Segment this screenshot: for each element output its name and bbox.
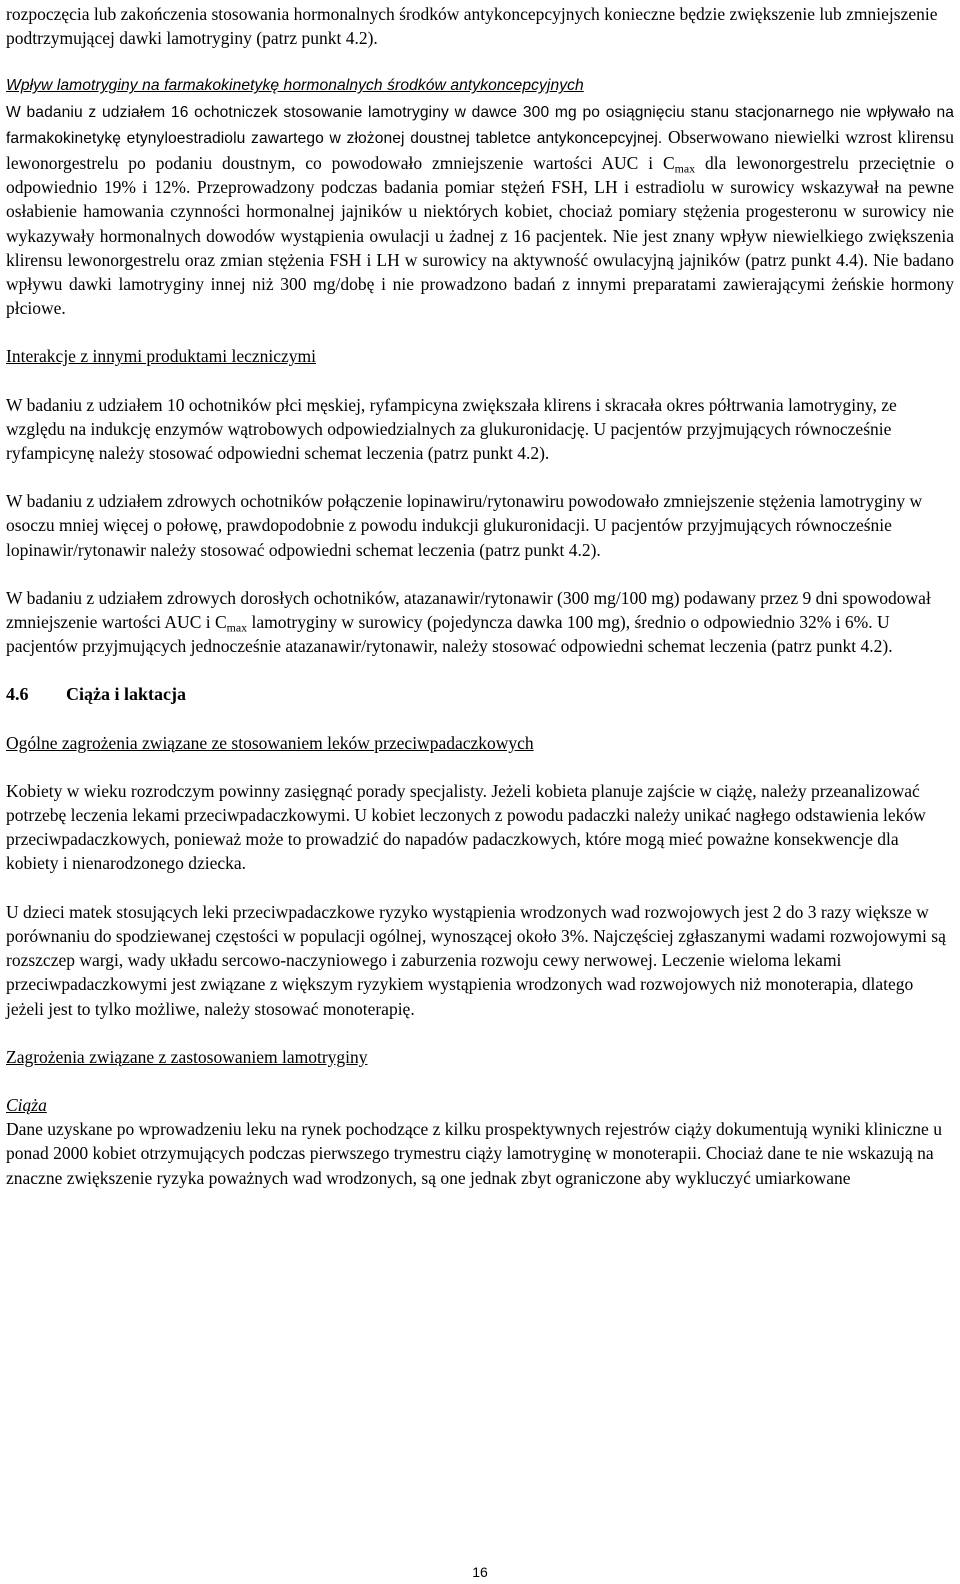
- section-heading: [6, 682, 954, 706]
- paragraph-hormonal: [6, 99, 954, 321]
- subheading-general-risk: Ogólne zagrożenia związane ze stosowaniem leków przeciwpadaczkowych: [6, 732, 534, 753]
- paragraph-atazanavir: [6, 586, 954, 659]
- paragraph-atazanavir-part-b: lamotryginy w surowicy (pojedyncza dawka 100 mg), średnio o odpowiednio 32% i 6%. U pacjentów przyjmujących jednocześnie atazanawir/rytonawir, należy stosować odpowiedni schemat leczenia (patrz punkt 4.2).: [6, 612, 893, 657]
- subheading-hormonal-effect: Wpływ lamotryginy na farmakokinetykę hormonalnych środków antykoncepcyjnych: [6, 77, 584, 95]
- section-title: Ciąża i laktacja: [66, 684, 186, 705]
- section-number: 4.6: [6, 684, 29, 705]
- paragraph-lopinavir: W badaniu z udziałem zdrowych ochotników połączenie lopinawiru/rytonawiru powodowało zmniejszenie stężenia lamotryginy w osoczu mniej więcej o połowę, prawdopodobnie z powodu indukcji glukuronidacji. U pacjentów przyjmujących równocześnie lopinawir/rytonawir należy stosować odpowiedni schemat leczenia (patrz punkt 4.2).: [6, 491, 923, 560]
- paragraph-hormonal-part-b: dla lewonorgestrelu przeciętnie o odpowiednio 19% i 12%. Przeprowadzony podczas badania pomiar stężeń FSH, LH i estradiolu w surowicy wskazywał na pewne osłabienie hamowania czynności hormonalnej jajników u niektórych kobiet, chociaż pomiary stężenia progesteronu w surowicy nie wykazywały hormonalnych dowodów wystąpienia owulacji u żadnej z 16 pacjentek. Nie jest znany wpływ niewielkiego zwiększenia klirensu lewonorgestrelu oraz zmian stężenia FSH i LH w surowicy na aktywność owulacyjną jajników (patrz punkt 4.4). Nie badano wpływu dawki lamotryginy innej niż 300 mg/dobę i nie prowadzono badań z innymi preparatami zawierającymi żeńskie hormony płciowe.: [6, 153, 954, 319]
- paragraph-atazanavir-part-a: W badaniu z udziałem zdrowych dorosłych ochotników, atazanawir/rytonawir (300 mg/100 mg) podawany przez 9 dni spowodował zmniejszenie wartości AUC i C: [6, 587, 931, 633]
- subheading-lamotrigine-risk: Zagrożenia związane z zastosowaniem lamotryginy: [6, 1046, 368, 1067]
- paragraph-general-risk-2: U dzieci matek stosujących leki przeciwpadaczkowe ryzyko wystąpienia wrodzonych wad rozwojowych jest 2 do 3 razy większe w porównaniu do spodziewanej częstości w populacji ogólnej, wynoszącej około 3%. Najczęściej zgłaszanymi wadami rozwojowymi są rozszczep wargi, wady układu sercowo-naczyniowego i zaburzenia rozwoju cewy nerwowej. Leczenie wieloma lekami przeciwpadaczkowymi jest związane z większym ryzykiem wystąpienia wrodzonych wad rozwojowych niż monoterapia, dlatego jeżeli jest to tylko możliwe, należy stosować monoterapię.: [6, 901, 946, 1019]
- subheading-pregnancy: Ciąża: [6, 1094, 47, 1115]
- paragraph-pregnancy: Dane uzyskane po wprowadzeniu leku na rynek pochodzące z kilku prospektywnych rejestrów ciąży dokumentują wyniki kliniczne u ponad 2000 kobiet otrzymujących podczas pierwszego trymestru ciąży lamotryginę w monoterapii. Chociaż dane te nie wskazują na znaczne zwiększenie ryzyka poważnych wad wrodzonych, są one jednak zbyt ograniczone aby wykluczyć umiarkowane: [6, 1119, 942, 1188]
- subheading-interactions: Interakcje z innymi produktami leczniczymi: [6, 346, 317, 367]
- subscript-max-2: max: [226, 620, 248, 635]
- paragraph-intro: rozpoczęcia lub zakończenia stosowania hormonalnych środków antykoncepcyjnych konieczne będzie zwiększenie lub zmniejszenie podtrzymującej dawki lamotryginy (patrz punkt 4.2).: [6, 4, 938, 49]
- paragraph-rifampicin: W badaniu z udziałem 10 ochotników płci męskiej, ryfampicyna zwiększała klirens i skracała okres półtrwania lamotryginy, ze względu na indukcję enzymów wątrobowych odpowiedzialnych za glukuronidację. U pacjentów przyjmujących równocześnie ryfampicynę należy stosować odpowiedni schemat leczenia (patrz punkt 4.2).: [6, 394, 897, 464]
- document-page: [6, 0, 954, 1190]
- subscript-max: max: [674, 161, 696, 176]
- paragraph-hormonal-sans-part: W badaniu z udziałem 16 ochotniczek stosowanie lamotryginy w dawce 300 mg po osiągnięciu stanu stacjonarnego nie wpływało na farmakokinetykę etynyloestradiolu zawartego w złożonej doustnej tabletce antykoncepcyjnej.: [6, 103, 954, 147]
- paragraph-general-risk-1: Kobiety w wieku rozrodczym powinny zasięgnąć porady specjalisty. Jeżeli kobieta planuje zajście w ciążę, należy przeanalizować potrzebę leczenia lekami przeciwpadaczkowymi. U kobiet leczonych z powodu padaczki należy unikać nagłego odstawienia leków przeciwpadaczkowych, ponieważ może to prowadzić do napadów padaczkowych, które mogą mieć poważne konsekwencje dla kobiety i nienarodzonego dziecka.: [6, 780, 926, 874]
- paragraph-hormonal-part-a: Obserwowano niewielki wzrost klirensu lewonorgestrelu po podaniu doustnym, co powodowało zmniejszenie wartości AUC i C: [6, 126, 954, 174]
- page-number: 16: [472, 1564, 488, 1580]
